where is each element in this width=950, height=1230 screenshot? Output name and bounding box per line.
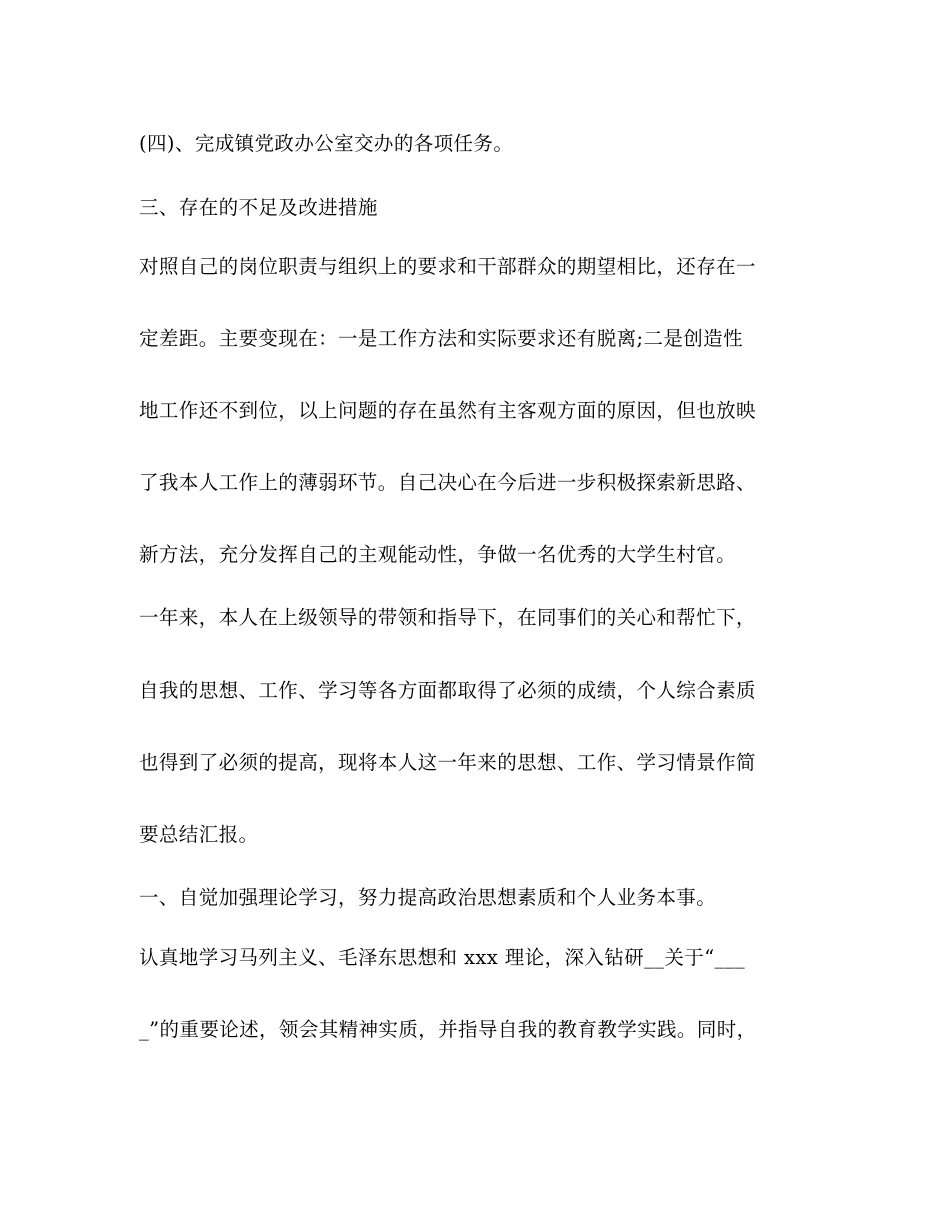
paragraph-line: _”的重要论述，领会其精神实质，并指导自我的教育教学实践。同时， [139,1018,757,1041]
section-heading-shortcomings: 三、存在的不足及改进措施 [139,196,378,219]
paragraph-line: 定差距。主要变现在：一是工作方法和实际要求还有脱离;二是创造性 [139,327,743,350]
paragraph-line: 对照自己的岗位职责与组织上的要求和干部群众的期望相比，还存在一 [139,255,756,278]
paragraph-line: 也得到了必须的提高，现将本人这一年来的思想、工作、学习情景作简 [139,751,756,774]
paragraph-line: 了我本人工作上的薄弱环节。自己决心在今后进一步积极探索新思路、 [139,471,756,494]
paragraph-line: 自我的思想、工作、学习等各方面都取得了必须的成绩，个人综合素质 [139,679,756,702]
text-line-task-item: (四)、完成镇党政办公室交办的各项任务。 [139,132,514,155]
section-heading-theory-study: 一、自觉加强理论学习，努力提高政治思想素质和个人业务本事。 [139,886,717,909]
paragraph-line: 认真地学习马列主义、毛泽东思想和 xxx 理论，深入钻研__关于“___ [139,946,746,969]
paragraph-line: 要总结汇报。 [139,823,259,846]
paragraph-line: 一年来，本人在上级领导的带领和指导下，在同事们的关心和帮忙下， [139,606,756,629]
paragraph-line: 地工作还不到位，以上问题的存在虽然有主客观方面的原因，但也放映 [139,399,756,422]
paragraph-line: 新方法，充分发挥自己的主观能动性，争做一名优秀的大学生村官。 [139,543,737,566]
